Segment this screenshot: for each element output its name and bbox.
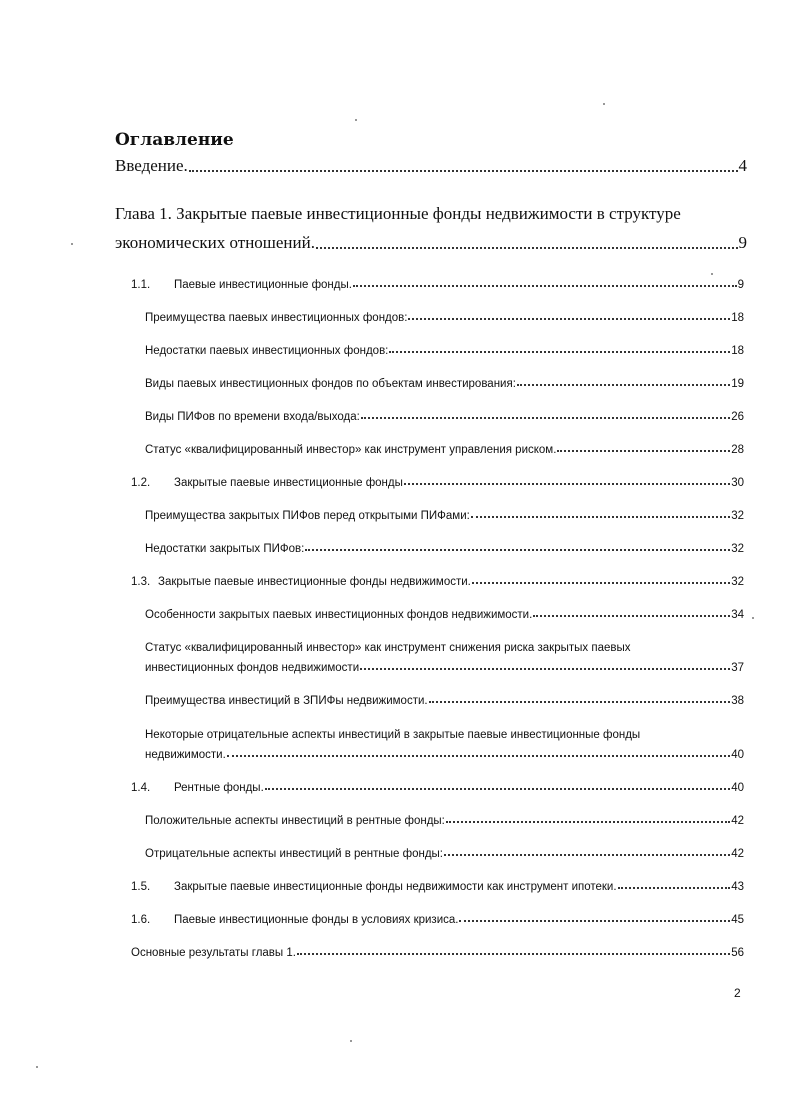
toc-entry-page: 9 bbox=[738, 233, 747, 252]
toc-entry-advantages-closed[interactable] bbox=[145, 510, 744, 522]
toc-entry-page: 56 bbox=[731, 947, 744, 959]
toc-entry-qualified-investor-risk[interactable] bbox=[145, 444, 744, 456]
toc-entry-negative-aspects[interactable] bbox=[145, 749, 744, 761]
scan-speck bbox=[355, 119, 357, 121]
toc-entry-page: 42 bbox=[731, 815, 744, 827]
toc-entry-label: Преимущества инвестиций в ЗПИФы недвижимости. bbox=[145, 695, 428, 707]
toc-entry-page: 32 bbox=[731, 543, 744, 555]
dot-leader bbox=[404, 483, 730, 485]
dot-leader bbox=[389, 351, 730, 353]
dot-leader bbox=[361, 417, 730, 419]
toc-entry-label: Виды паевых инвестиционных фондов по объектам инвестирования: bbox=[145, 378, 516, 390]
dot-leader bbox=[297, 953, 730, 955]
toc-entry-page: 42 bbox=[731, 848, 744, 860]
toc-entry-label: Недостатки паевых инвестиционных фондов: bbox=[145, 345, 389, 357]
toc-entry-qualified-investor-zpif[interactable] bbox=[145, 662, 744, 674]
toc-entry-qualified-investor-zpif-line1: Статус «квалифицированный инвестор» как инструмент снижения риска закрытых паевых bbox=[145, 642, 631, 654]
toc-entry-label: Паевые инвестиционные фонды. bbox=[174, 279, 352, 291]
toc-entry-advantages-pif[interactable] bbox=[145, 312, 744, 324]
toc-entry-page: 9 bbox=[737, 279, 744, 291]
toc-entry-chapter1-results[interactable] bbox=[131, 947, 744, 959]
toc-entry-page: 26 bbox=[731, 411, 744, 423]
toc-entry-number: 1.2. bbox=[131, 477, 151, 489]
toc-entry-page: 30 bbox=[731, 477, 744, 489]
toc-entry-page: 18 bbox=[731, 345, 744, 357]
toc-entry-label: Закрытые паевые инвестиционные фонды bbox=[174, 477, 403, 489]
toc-entry-1-4[interactable] bbox=[131, 782, 744, 794]
toc-entry-page: 40 bbox=[731, 782, 744, 794]
scan-speck bbox=[711, 273, 713, 275]
toc-entry-1-6[interactable] bbox=[131, 914, 744, 926]
toc-entry-label: Основные результаты главы 1. bbox=[131, 947, 296, 959]
toc-entry-label: Рентные фонды. bbox=[174, 782, 264, 794]
dot-leader bbox=[557, 450, 730, 452]
dot-leader bbox=[517, 384, 730, 386]
toc-entry-types-by-time[interactable] bbox=[145, 411, 744, 423]
toc-entry-label: Преимущества закрытых ПИФов перед открытыми ПИФами: bbox=[145, 510, 470, 522]
dot-leader bbox=[471, 516, 730, 518]
toc-entry-1-1[interactable] bbox=[131, 279, 744, 291]
dot-leader bbox=[265, 788, 730, 790]
toc-entry-1-5[interactable] bbox=[131, 881, 744, 893]
toc-entry-page: 43 bbox=[731, 881, 744, 893]
scan-speck bbox=[603, 103, 605, 105]
toc-entry-page: 40 bbox=[731, 749, 744, 761]
toc-entry-label: Недостатки закрытых ПИФов: bbox=[145, 543, 305, 555]
toc-entry-number: 1.4. bbox=[131, 782, 151, 794]
dot-leader bbox=[472, 582, 730, 584]
dot-leader bbox=[227, 755, 730, 757]
toc-heading: Оглавление bbox=[115, 130, 234, 150]
toc-entry-page: 18 bbox=[731, 312, 744, 324]
toc-entry-page: 34 bbox=[731, 609, 744, 621]
toc-entry-page: 4 bbox=[738, 156, 747, 175]
toc-entry-1-3[interactable] bbox=[131, 576, 744, 588]
toc-entry-negative-aspects-line1: Некоторые отрицательные аспекты инвестиций в закрытые паевые инвестиционные фонды bbox=[145, 729, 641, 741]
toc-entry-label: Преимущества паевых инвестиционных фондов: bbox=[145, 312, 408, 324]
toc-entry-label: Виды ПИФов по времени входа/выхода: bbox=[145, 411, 360, 423]
scan-speck bbox=[350, 1040, 352, 1042]
toc-entry-label: Положительные аспекты инвестиций в рентные фонды: bbox=[145, 815, 445, 827]
toc-entry-page: 32 bbox=[731, 510, 744, 522]
dot-leader bbox=[618, 887, 731, 889]
toc-entry-negative-rent[interactable] bbox=[145, 848, 744, 860]
toc-entry-number: 1.3. bbox=[131, 576, 151, 588]
toc-entry-label: Закрытые паевые инвестиционные фонды недвижимости как инструмент ипотеки. bbox=[174, 881, 617, 893]
toc-entry-label: экономических отношений. bbox=[115, 233, 315, 252]
toc-entry-label: Паевые инвестиционные фонды в условиях кризиса. bbox=[174, 914, 459, 926]
dot-leader bbox=[444, 854, 730, 856]
toc-entry-1-2[interactable] bbox=[131, 477, 744, 489]
toc-entry-label: Отрицательные аспекты инвестиций в рентные фонды: bbox=[145, 848, 444, 860]
toc-entry-number: 1.6. bbox=[131, 914, 151, 926]
toc-entry-page: 38 bbox=[731, 695, 744, 707]
scan-speck bbox=[752, 617, 754, 619]
toc-entry-label: недвижимости. bbox=[145, 749, 226, 761]
dot-leader bbox=[408, 318, 730, 320]
dot-leader bbox=[533, 615, 730, 617]
toc-entry-page: 37 bbox=[731, 662, 744, 674]
dot-leader bbox=[353, 285, 737, 287]
toc-entry-advantages-zpif[interactable] bbox=[145, 695, 744, 707]
toc-entry-label: Закрытые паевые инвестиционные фонды недвижимости. bbox=[158, 576, 471, 588]
toc-entry-number: 1.1. bbox=[131, 279, 151, 291]
toc-entry-page: 28 bbox=[731, 444, 744, 456]
dot-leader bbox=[446, 821, 730, 823]
dot-leader bbox=[316, 247, 738, 249]
dot-leader bbox=[189, 170, 738, 172]
toc-entry-label: инвестиционных фондов недвижимости bbox=[145, 662, 360, 674]
toc-entry-types-by-object[interactable] bbox=[145, 378, 744, 390]
toc-entry-label: Введение. bbox=[115, 156, 188, 175]
toc-entry-page: 32 bbox=[731, 576, 744, 588]
scan-speck bbox=[71, 243, 73, 245]
toc-entry-number: 1.5. bbox=[131, 881, 151, 893]
toc-entry-disadvantages-closed[interactable] bbox=[145, 543, 744, 555]
toc-entry-page: 19 bbox=[731, 378, 744, 390]
dot-leader bbox=[429, 701, 731, 703]
dot-leader bbox=[459, 920, 730, 922]
toc-entry-label: Особенности закрытых паевых инвестиционных фондов недвижимости. bbox=[145, 609, 533, 621]
toc-entry-chapter1[interactable] bbox=[115, 233, 747, 253]
toc-chapter1-line1: Глава 1. Закрытые паевые инвестиционные фонды недвижимости в структуре bbox=[115, 204, 681, 223]
dot-leader bbox=[360, 668, 730, 670]
dot-leader bbox=[305, 549, 730, 551]
toc-entry-positive-rent[interactable] bbox=[145, 815, 744, 827]
page-number: 2 bbox=[734, 986, 741, 1000]
toc-entry-label: Статус «квалифицированный инвестор» как инструмент управления риском. bbox=[145, 444, 557, 456]
scan-speck bbox=[36, 1066, 38, 1068]
toc-entry-disadvantages-pif[interactable] bbox=[145, 345, 744, 357]
toc-entry-intro[interactable] bbox=[115, 156, 747, 176]
toc-entry-features-zpif[interactable] bbox=[145, 609, 744, 621]
toc-entry-page: 45 bbox=[731, 914, 744, 926]
